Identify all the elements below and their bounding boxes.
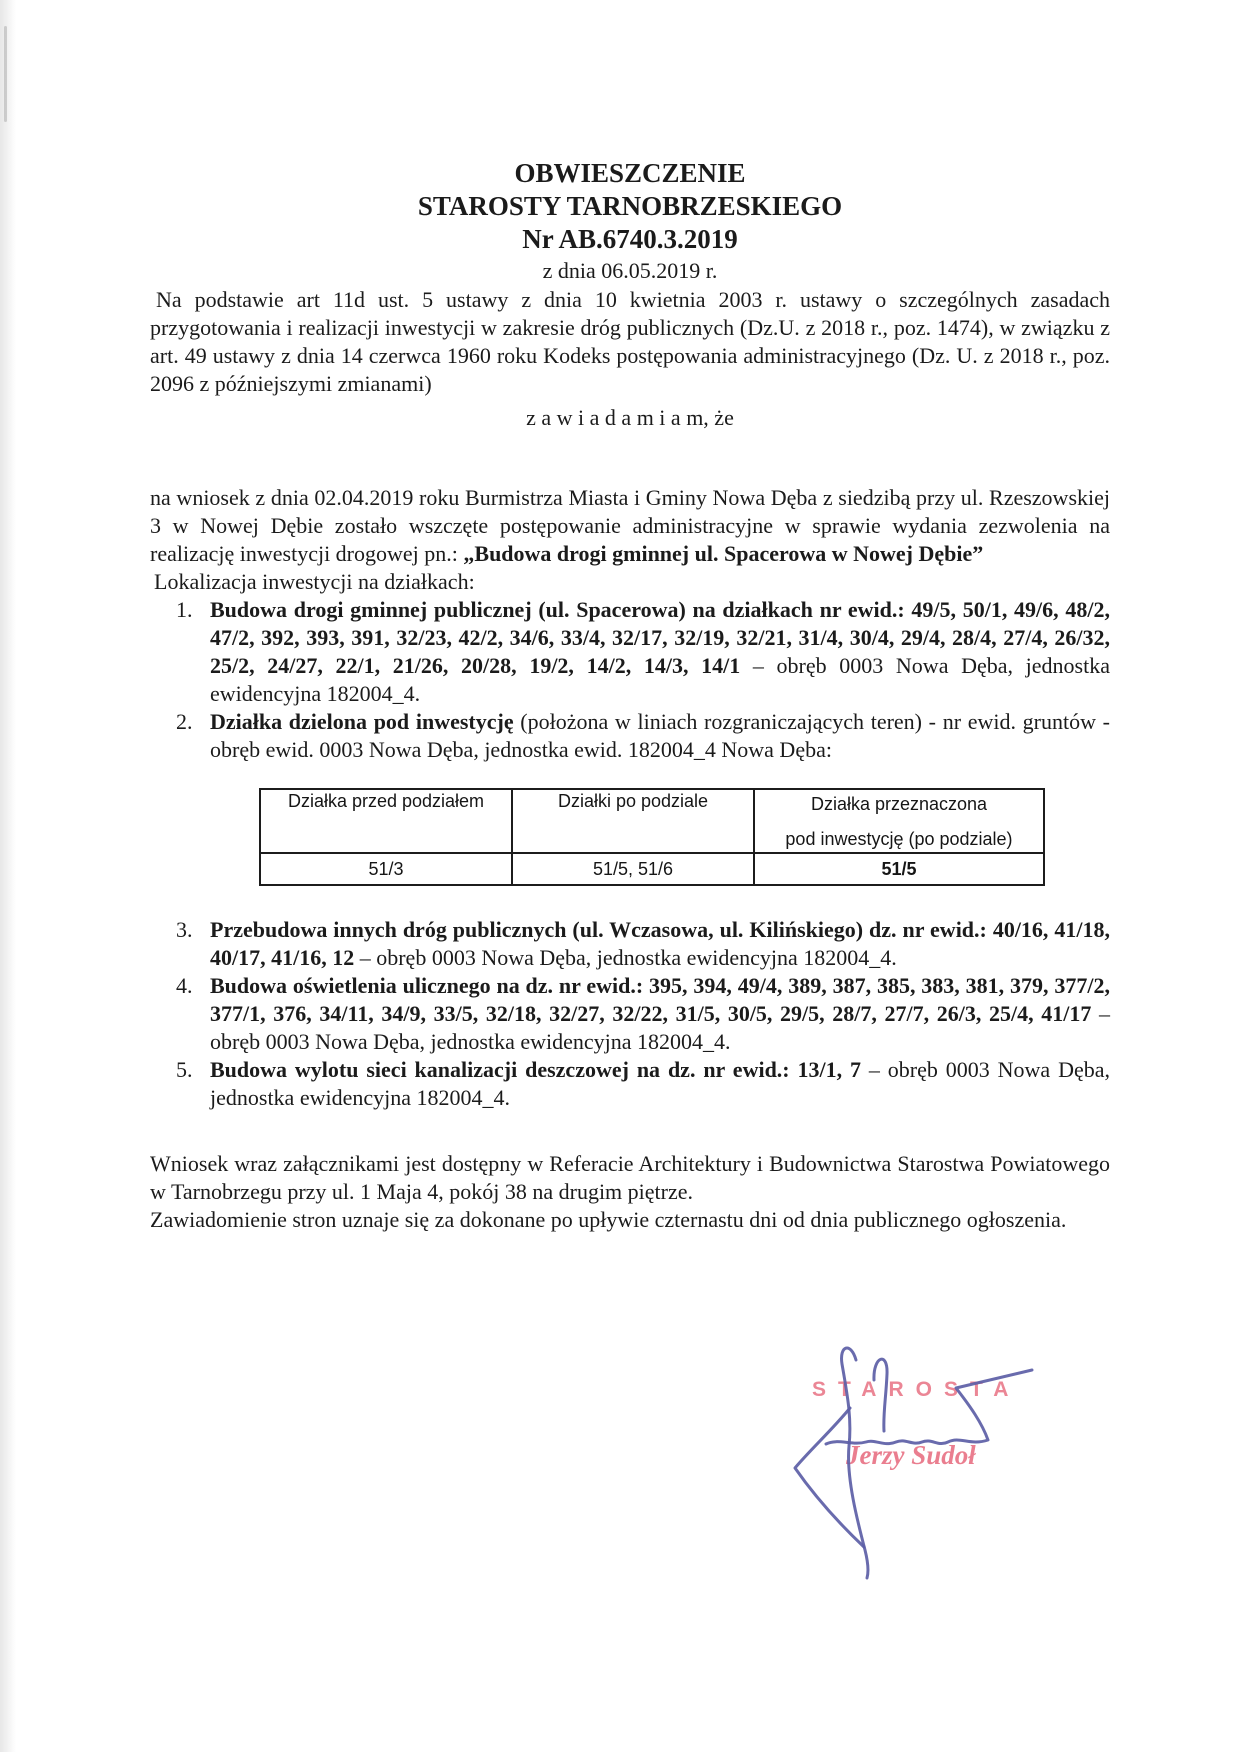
table-header-designated-line2: pod inwestycję (po podziale) bbox=[785, 829, 1013, 849]
list-item-regular-text: – obręb 0003 Nowa Dęba, jednostka ewidencyjna 182004_4. bbox=[210, 1001, 1111, 1054]
investment-list bbox=[150, 596, 1110, 1112]
list-item-bold-text: Budowa drogi gminnej publicznej (ul. Spacerowa) na działkach nr ewid.: 49/5, 50/1, 49/6, 48/2, 47/2, 392, 393, 391, 32/23, 42/2, 34/6, 33/4, 32/17, 32/19, 32/21, 31/4, 30/4, 29/4, 28/4, 27/4, 26/32, 25/2, 24/27, 22/1, 21/26, 20/28, 19/2, 14/2, 14/3, 14/1 bbox=[210, 597, 1110, 678]
list-item-regular-text: (położona w liniach rozgraniczających teren) - nr ewid. gruntów - obręb ewid. 0003 Nowa Dęba, jednostka ewid. 182004_4 Nowa Dęba: bbox=[210, 709, 1110, 762]
list-item-number: 3. bbox=[176, 917, 193, 942]
list-item bbox=[150, 972, 1110, 1056]
closing-paragraph-notice: Zawiadomienie stron uznaje się za dokonane po upływie czternastu dni od dnia publicznego ogłoszenia. bbox=[150, 1207, 1067, 1232]
starosta-stamp-name: Jerzy Sudoł bbox=[846, 1440, 976, 1470]
list-item bbox=[150, 916, 1110, 972]
starosta-stamp-title: STAROSTA bbox=[812, 1378, 1021, 1401]
list-item bbox=[150, 1056, 1110, 1112]
list-item-number: 5. bbox=[176, 1057, 193, 1082]
table-cell-designated: 51/5 bbox=[754, 853, 1044, 885]
signature-block bbox=[770, 1338, 1060, 1593]
list-item-number: 2. bbox=[176, 709, 193, 734]
doc-subtitle: STAROSTY TARNOBRZESKIEGO bbox=[417, 191, 843, 221]
list-item bbox=[150, 708, 1110, 764]
handwritten-signature-ink bbox=[770, 1338, 1060, 1593]
doc-number: Nr AB.6740.3.2019 bbox=[522, 224, 738, 254]
list-item-bold-text: Budowa wylotu sieci kanalizacji deszczowej na dz. nr ewid.: 13/1, 7 bbox=[210, 1057, 862, 1082]
table-header-before-division: Działka przed podziałem bbox=[260, 789, 512, 853]
table-header-designated bbox=[754, 789, 1044, 853]
signature-stroke bbox=[826, 1370, 1032, 1444]
request-text: na wniosek z dnia 02.04.2019 roku Burmistrza Miasta i Gminy Nowa Dęba z siedzibą przy ul. Rzeszowskiej 3 w Nowej Dębie zostało wszczęte postępowanie administracyjne w sprawie wydania zezwolenia na realizację inwestycji drogowej pn.: bbox=[150, 485, 1110, 566]
list-item-bold-text: Przebudowa innych dróg publicznych (ul. Wczasowa, ul. Kilińskiego) dz. nr ewid.: 40/16, 41/18, 40/17, 41/16, 12 bbox=[210, 917, 1110, 970]
investment-name: „Budowa drogi gminnej ul. Spacerowa w Nowej Dębie” bbox=[463, 541, 984, 566]
table-data-row bbox=[260, 853, 1044, 885]
list-item-bold-text: Budowa oświetlenia ulicznego na dz. nr ewid.: 395, 394, 49/4, 389, 387, 385, 383, 381, 379, 377/2, 377/1, 376, 34/11, 34/9, 33/5, 32/18, 32/27, 32/22, 31/5, 30/5, 29/5, 28/7, 27/7, 26/3, 25/4, 41/17 bbox=[210, 973, 1110, 1026]
request-paragraph bbox=[150, 484, 1110, 568]
legal-basis-paragraph: Na podstawie art 11d ust. 5 ustawy z dnia 10 kwietnia 2003 r. ustawy o szczególnych zasadach przygotowania i realizacji inwestycji w zakresie dróg publicznych (Dz.U. z 2018 r., poz. 1474), w związku z art. 49 ustawy z dnia 14 czerwca 1960 roku Kodeks postępowania administracyjnego (Dz. U. z 2018 r., poz. 2096 z późniejszymi zmianami) bbox=[150, 287, 1110, 396]
list-item-regular-text: – obręb 0003 Nowa Dęba, jednostka ewidencyjna 182004_4. bbox=[210, 1057, 1110, 1110]
list-item-number: 4. bbox=[176, 973, 193, 998]
list-item-number: 1. bbox=[176, 597, 193, 622]
closing-section bbox=[150, 1150, 1110, 1234]
list-item-regular-text: – obręb 0003 Nowa Dęba, jednostka ewidencyjna 182004_4. bbox=[210, 653, 1110, 706]
table-cell-before: 51/3 bbox=[260, 853, 512, 885]
doc-date: z dnia 06.05.2019 r. bbox=[542, 258, 718, 283]
table-header-after-division: Działki po podziale bbox=[512, 789, 754, 853]
list-item-regular-text: – obręb 0003 Nowa Dęba, jednostka ewidencyjna 182004_4. bbox=[354, 945, 897, 970]
table-cell-after: 51/5, 51/6 bbox=[512, 853, 754, 885]
closing-paragraph-availability: Wniosek wraz załącznikami jest dostępny w Referacie Architektury i Budownictwa Starostwa Powiatowego w Tarnobrzegu przy ul. 1 Maja 4, pokój 38 na drugim piętrze. bbox=[150, 1151, 1110, 1204]
doc-title: OBWIESZCZENIE bbox=[514, 158, 746, 188]
list-item-bold-text: Działka dzielona pod inwestycję bbox=[210, 709, 514, 734]
signature-stroke bbox=[795, 1408, 864, 1547]
announce-line: z a w i a d a m i a m, że bbox=[526, 405, 734, 430]
table-header-row bbox=[260, 789, 1044, 853]
table-header-designated-line1: Działka przeznaczona bbox=[810, 794, 988, 814]
list-item bbox=[150, 596, 1110, 708]
signature-stroke bbox=[842, 1348, 869, 1578]
parcel-division-table bbox=[259, 788, 1045, 886]
signature-stroke bbox=[874, 1359, 887, 1431]
location-heading: Lokalizacja inwestycji na działkach: bbox=[154, 569, 475, 594]
